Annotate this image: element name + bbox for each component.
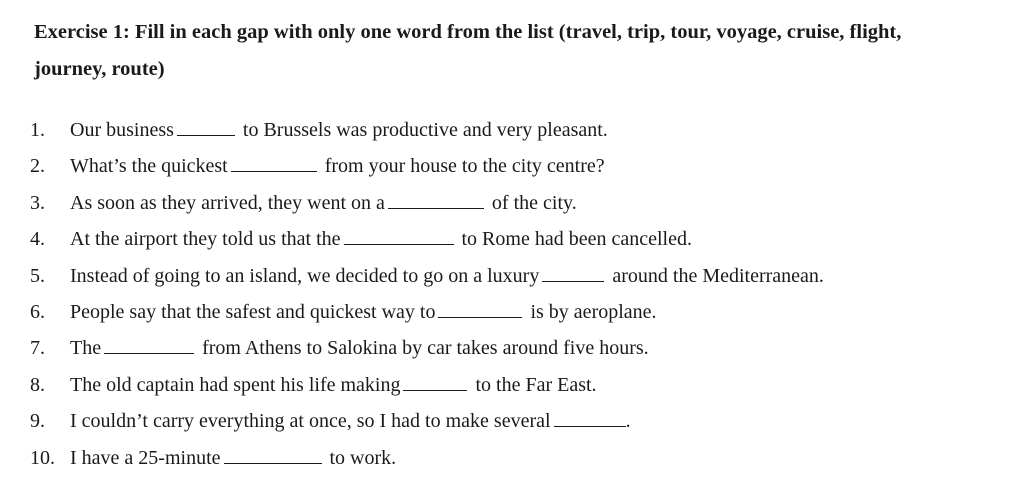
exercise-title-line-1: Exercise 1: Fill in each gap with only one word from the list (travel, trip, tour, voyage, cruise, flight, [34,21,902,43]
item-number: 3. [30,191,45,214]
item-number: 2. [30,155,45,178]
item-text-before: As soon as they arrived, they went on a [70,191,385,214]
exercise-item [30,294,824,330]
answer-blank[interactable] [224,441,322,464]
item-number: 9. [30,410,45,433]
item-number: 10. [30,446,55,469]
item-text-before: I have a 25-minute [70,446,221,469]
answer-blank[interactable] [542,259,604,282]
answer-blank[interactable] [388,186,484,209]
item-text-after: is by aeroplane. [530,300,657,323]
exercise-item [30,367,824,403]
item-text-after: from Athens to Salokina by car takes around five hours. [202,337,649,360]
answer-blank[interactable] [438,295,522,318]
exercise-item [30,185,824,221]
item-text-after: to work. [329,446,397,469]
exercise-item [30,330,824,366]
exercise-item [30,221,824,257]
item-number: 5. [30,264,45,287]
exercise-list [30,112,824,476]
item-text-before: The old captain had spent his life making [70,373,401,396]
item-text-after: to Brussels was productive and very pleasant. [242,119,608,141]
item-text-before: Our business [70,119,174,141]
answer-blank[interactable] [104,331,194,354]
item-number: 4. [30,228,45,251]
item-text-after: around the Mediterranean. [612,264,824,287]
item-text-before: Instead of going to an island, we decided to go on a luxury [70,264,540,287]
answer-blank[interactable] [344,222,454,245]
item-text-after: from your house to the city centre? [324,155,605,178]
item-text-after: . [625,410,631,433]
item-text-after: to the Far East. [475,373,597,396]
item-number: 1. [30,119,45,141]
item-text-before: What’s the quickest [70,155,228,178]
exercise-title [34,14,994,88]
exercise-item [30,440,824,476]
answer-blank[interactable] [403,368,467,391]
item-text-before: The [70,337,102,360]
answer-blank[interactable] [177,113,235,136]
exercise-item [30,112,824,148]
exercise-item [30,403,824,439]
exercise-title-line-2: journey, route) [34,58,165,80]
item-text-before: I couldn’t carry everything at once, so I had to make several [70,410,551,433]
exercise-item [30,148,824,184]
item-text-before: People say that the safest and quickest way to [70,300,436,323]
item-number: 6. [30,300,45,323]
answer-blank[interactable] [231,149,317,172]
item-number: 7. [30,337,45,360]
answer-blank[interactable] [554,404,626,427]
item-text-after: to Rome had been cancelled. [461,228,692,251]
exercise-item [30,258,824,294]
item-text-after: of the city. [491,191,577,214]
item-number: 8. [30,373,45,396]
item-text-before: At the airport they told us that the [70,228,341,251]
